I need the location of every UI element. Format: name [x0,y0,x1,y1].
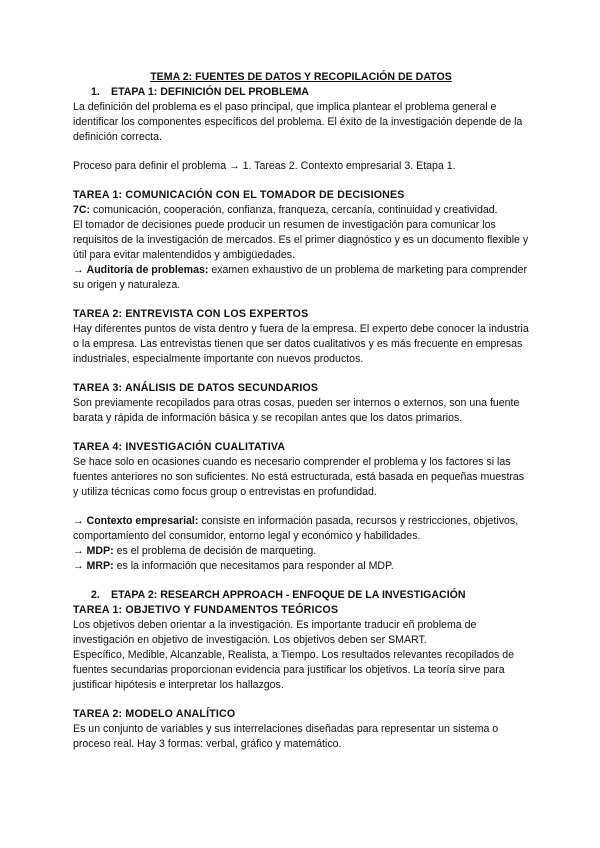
e2-tarea-2-body: Es un conjunto de variables y sus interrelaciones diseñadas para representar un sistema o proceso real. Hay 3 formas: verbal, gráfico y matemático. [73,723,499,750]
tarea-2-body: Hay diferentes puntos de vista dentro y fuera de la empresa. El experto debe conocer la industria o la empresa. Las entrevistas tienen que ser datos cualitativos y es más frecuente en empresas industriales, especialmente importante con nuevos productos. [73,323,529,365]
tarea-3-body: Son previamente recopilados para otras cosas, pueden ser internos o externos, son una fuente barata y rápida de información básica y se recopilan antes que los datos primarios. [73,397,520,424]
page-title: TEMA 2: FUENTES DE DATOS Y RECOPILACIÓN DE DATOS [150,71,452,83]
contexto-label: Contexto empresarial: [86,515,199,527]
mdp-paragraph [73,544,529,559]
proceso-paragraph: Proceso para definir el problema → 1. Tareas 2. Contexto empresarial 3. Etapa 1. [73,160,456,172]
auditoria-paragraph [73,263,529,293]
auditoria-label: Auditoría de problemas: [86,264,209,276]
auditoria-arrow: → [73,264,87,276]
mdp-arrow: → [73,545,87,557]
mdp-label: MDP: [86,545,114,557]
mrp-label: MRP: [86,560,114,572]
tarea-2-heading: TAREA 2: ENTREVISTA CON LOS EXPERTOS [73,308,309,320]
tarea-4-body: Se hace solo en ocasiones cuando es necesario comprender el problema y los factores si las fuentes anteriores no son suficientes. No está estructurada, está basada en pequeñas muestras y utiliza técnicas como focus group o entrevistas en profundidad. [73,456,525,498]
sevenc-label: 7C: [73,204,91,216]
contexto-arrow: → [73,515,87,527]
document-content [73,70,529,752]
etapa-2-label: ETAPA 2: RESEARCH APPROACH - ENFOQUE DE LA INVESTIGACIÓN [111,589,466,601]
contexto-paragraph [73,514,529,544]
mrp-arrow: → [73,560,87,572]
sevenc-text: comunicación, cooperación, confianza, franqueza, cercanía, continuidad y creatividad. [90,204,498,216]
etapa-1-label: ETAPA 1: DEFINICIÓN DEL PROBLEMA [111,86,309,98]
e2-tarea-2-heading: TAREA 2: MODELO ANALÍTICO [73,708,236,720]
e2-tarea-1-body-1: Los objetivos deben orientar a la investigación. Es importante traducir eñ problema de investigación en objetivo de investigación. Los objetivos deben ser SMART. [73,619,477,646]
tarea-4-heading: TAREA 4: INVESTIGACIÓN CUALITATIVA [73,441,286,453]
tarea-3-heading: TAREA 3: ANÁLISIS DE DATOS SECUNDARIOS [73,382,319,394]
e2-tarea-1-body-2: Específico, Medible, Alcanzable, Realista, a Tiempo. Los resultados relevantes recopilados de fuentes secundarias proporcionan evidencia para justificar los objetivos. La teoría sirve para justificar hipótesis e interpretar los hallazgos. [73,649,515,691]
tarea-1-body: El tomador de decisiones puede producir un resumen de investigación para comunicar los requisitos de la investigación de mercados. Es el primer diagnóstico y es un documento flexible y útil para evitar malentendidos y ambigüedades. [73,219,529,261]
contexto-text: consiste en información pasada, recursos y restricciones, objetivos, comportamiento del consumidor, entorno legal y económico y habilidades. [73,515,519,542]
intro-paragraph: La definición del problema es el paso principal, que implica plantear el problema general e identificar los componentes específicos del problema. El éxito de la investigación depende de la definición correcta. [73,101,523,143]
mrp-text: es la información que necesitamos para responder al MDP. [113,560,394,572]
mrp-paragraph [73,559,529,574]
etapa-1-number: 1. [91,86,100,98]
mdp-text: es el problema de decisión de marqueting. [113,545,317,557]
etapa-1-heading [73,85,529,100]
tarea-1-heading: TAREA 1: COMUNICACIÓN CON EL TOMADOR DE DECISIONES [73,189,405,201]
etapa-2-number: 2. [91,589,100,601]
sevenc-paragraph [73,203,529,218]
e2-tarea-1-heading: TAREA 1: OBJETIVO Y FUNDAMENTOS TEÓRICOS [73,604,339,616]
auditoria-text: examen exhaustivo de un problema de marketing para comprender su origen y naturaleza. [73,264,527,291]
etapa-2-heading [73,588,529,603]
